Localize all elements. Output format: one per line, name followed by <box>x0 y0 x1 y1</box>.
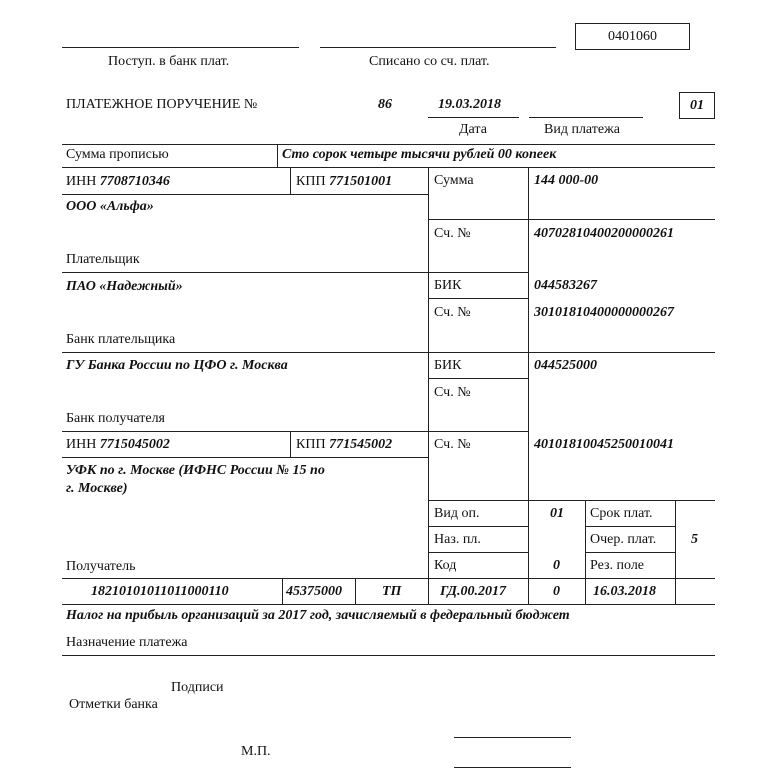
amount-words: Сто сорок четыре тысячи рублей 00 копеек <box>282 147 557 162</box>
payee-kpp: 771545002 <box>329 437 393 452</box>
grid-line <box>355 578 356 604</box>
payee-label: Получатель <box>66 559 136 574</box>
payer-account-label: Сч. № <box>434 226 471 241</box>
payee-bank-account-label: Сч. № <box>434 385 471 400</box>
bank-received-label: Поступ. в банк плат. <box>108 54 230 69</box>
form-code: 0401060 <box>608 28 657 44</box>
payee-account-label: Сч. № <box>434 437 471 452</box>
tax-basis: ТП <box>382 584 402 599</box>
payer-bank-bik-label: БИК <box>434 278 462 293</box>
payee-bank-bik-label: БИК <box>434 358 462 373</box>
grid-line <box>62 352 715 353</box>
purpose: Налог на прибыль организаций за 2017 год, зачисляемый в федеральный бюджет <box>66 608 570 623</box>
grid-line <box>428 298 528 299</box>
stamp-label: М.П. <box>241 744 271 759</box>
grid-line <box>62 604 715 605</box>
payee-kpp-field <box>296 437 392 453</box>
grid-line <box>428 167 429 578</box>
grid-line <box>290 431 291 457</box>
grid-line <box>428 219 715 220</box>
payer-account: 40702810400200000261 <box>534 226 674 241</box>
grid-line <box>428 526 528 527</box>
grid-line <box>428 378 528 379</box>
debited-line <box>320 47 556 48</box>
payer-inn-field <box>66 174 170 190</box>
payer-bank-bik: 044583267 <box>534 278 597 293</box>
status-code-box <box>679 92 715 119</box>
payer-kpp-label: КПП <box>296 174 326 189</box>
op-type: 01 <box>550 506 564 521</box>
payer-bank-corr-account: 30101810400000000267 <box>534 305 674 320</box>
payee-bank-label: Банк получателя <box>66 411 165 426</box>
debited-label: Списано со сч. плат. <box>369 54 490 69</box>
signature-line <box>454 737 571 738</box>
due-date-label: Срок плат. <box>590 506 653 521</box>
purpose-label: Назначение платежа <box>66 635 188 650</box>
payee-account: 40101810045250010041 <box>534 437 674 452</box>
grid-line <box>585 526 675 527</box>
grid-line <box>62 431 528 432</box>
grid-line <box>62 655 715 656</box>
reserve-label: Рез. поле <box>590 558 645 573</box>
grid-line <box>62 272 528 273</box>
payer-inn: 7708710346 <box>99 174 170 189</box>
date-label: Дата <box>459 122 487 137</box>
status-code: 01 <box>690 97 704 113</box>
order-date: 19.03.2018 <box>438 97 501 112</box>
payer-kpp-field <box>296 174 392 190</box>
code-label: Код <box>434 558 457 573</box>
code: 0 <box>553 558 560 573</box>
grid-line <box>528 167 529 604</box>
signatures-label: Подписи <box>171 680 224 695</box>
grid-line <box>428 500 715 501</box>
grid-line <box>62 578 715 579</box>
grid-line <box>290 167 291 194</box>
order-number: 86 <box>378 97 392 112</box>
grid-line <box>282 578 283 604</box>
payer-label: Плательщик <box>66 252 140 267</box>
payee-name-line1: УФК по г. Москве (ИФНС России № 15 по <box>66 463 325 478</box>
grid-line <box>277 144 278 167</box>
tax-period: ГД.00.2017 <box>440 584 506 599</box>
priority: 5 <box>691 532 698 547</box>
grid-line <box>62 194 428 195</box>
grid-line <box>62 457 428 458</box>
payer-inn-label: ИНН <box>66 174 97 189</box>
payee-bank-name: ГУ Банка России по ЦФО г. Москва <box>66 358 288 373</box>
payer-bank-label: Банк плательщика <box>66 332 176 347</box>
payee-inn-label: ИНН <box>66 437 97 452</box>
form-code-box <box>575 23 690 50</box>
grid-line <box>428 552 528 553</box>
bank-marks-label: Отметки банка <box>69 697 158 712</box>
payment-type-line <box>529 117 643 118</box>
grid-line <box>585 500 586 604</box>
amount: 144 000-00 <box>534 173 599 188</box>
op-type-label: Вид оп. <box>434 506 480 521</box>
grid-line <box>62 167 715 168</box>
payer-bank-account-label: Сч. № <box>434 305 471 320</box>
date-line <box>428 117 519 118</box>
payer-name: ООО «Альфа» <box>66 199 154 214</box>
tax-doc-date: 16.03.2018 <box>593 584 656 599</box>
grid-line <box>428 578 429 604</box>
bank-received-line <box>62 47 299 48</box>
grid-line <box>62 144 715 145</box>
grid-line <box>675 500 676 604</box>
tax-kbk: 18210101011011000110 <box>91 584 229 599</box>
payment-type-label: Вид платежа <box>544 122 621 137</box>
priority-label: Очер. плат. <box>590 532 657 547</box>
payee-inn-field <box>66 437 170 453</box>
tax-doc-number: 0 <box>553 584 560 599</box>
amount-words-label: Сумма прописью <box>66 147 169 162</box>
order-title: ПЛАТЕЖНОЕ ПОРУЧЕНИЕ № <box>66 97 258 112</box>
amount-label: Сумма <box>434 173 474 188</box>
purpose-code-label: Наз. пл. <box>434 532 481 547</box>
grid-line <box>585 552 675 553</box>
payer-bank-name: ПАО «Надежный» <box>66 279 183 294</box>
payee-name-line2: г. Москве) <box>66 481 128 496</box>
signature-line <box>454 767 571 768</box>
payee-inn: 7715045002 <box>99 437 170 452</box>
payee-kpp-label: КПП <box>296 437 326 452</box>
tax-oktmo: 45375000 <box>286 584 342 599</box>
payee-bank-bik: 044525000 <box>534 358 597 373</box>
payer-kpp: 771501001 <box>329 174 393 189</box>
